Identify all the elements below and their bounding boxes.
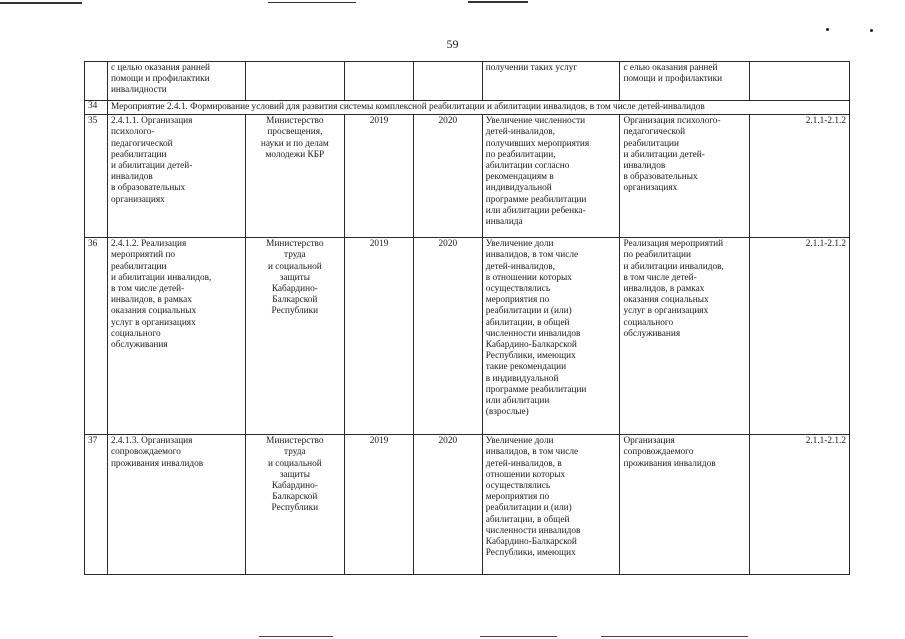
start-year: 2019	[345, 238, 414, 435]
table-row	[85, 115, 850, 238]
section-row	[85, 101, 850, 115]
executor: Министерство труда и социальной защиты Кабардино- Балкарской Республики	[245, 435, 344, 575]
scan-speck	[826, 28, 829, 31]
end-year: 2020	[413, 115, 482, 238]
table-row	[85, 435, 850, 575]
row-number	[85, 62, 108, 101]
expected-result: Увеличение численности детей-инвалидов, получивших мероприятия по реабилитации, абилитации согласно рекомендациям в индивидуальной программе реабилитации или абилитации ребенка- инвалида	[482, 115, 620, 238]
bottom-edge-line	[480, 636, 557, 637]
program-link: Организация сопровождаемого проживания инвалидов	[620, 435, 750, 575]
end-year	[413, 62, 482, 101]
top-edge-line	[268, 2, 356, 3]
row-number: 34	[85, 101, 108, 115]
executor: Министерство труда и социальной защиты Кабардино- Балкарской Республики	[245, 238, 344, 435]
program-link: Реализация мероприятий по реабилитации и абилитации инвалидов, в том числе детей- инвалидов, в рамках оказания социальных услуг в организациях социального обслуживания	[620, 238, 750, 435]
start-year: 2019	[345, 115, 414, 238]
program-activities-table	[84, 61, 850, 575]
activity-name: 2.4.1.2. Реализация мероприятий по реабилитации и абилитации инвалидов, в том числе детей- инвалидов, в рамках оказания социальных услуг в организациях социального обслуживания	[107, 238, 245, 435]
executor	[245, 62, 344, 101]
row-number: 35	[85, 115, 108, 238]
row-number: 37	[85, 435, 108, 575]
activity-name: с целью оказания ранней помощи и профилактики инвалидности	[107, 62, 245, 101]
top-edge-line	[0, 2, 82, 4]
table-row	[85, 62, 850, 101]
section-title: Мероприятие 2.4.1. Формирование условий для развития системы комплексной реабилитации и абилитации инвалидов, в том числе детей-инвалидов	[107, 101, 849, 115]
indicator: 2.1.1-2.1.2	[750, 435, 850, 575]
program-link: с елью оказания ранней помощи и профилактики	[620, 62, 750, 101]
table-row	[85, 238, 850, 435]
row-number: 36	[85, 238, 108, 435]
expected-result: Увеличение доли инвалидов, в том числе детей-инвалидов, в отношении которых осуществлялись мероприятия по реабилитации и (или) абилитации, в общей численности инвалидов Кабардино-Балкарской Республики, имеющих	[482, 435, 620, 575]
start-year: 2019	[345, 435, 414, 575]
expected-result: получении таких услуг	[482, 62, 620, 101]
indicator	[750, 62, 850, 101]
start-year	[345, 62, 414, 101]
scan-speck	[870, 29, 873, 32]
top-edge-line	[468, 1, 528, 3]
end-year: 2020	[413, 435, 482, 575]
bottom-edge-line	[601, 636, 748, 637]
page-number: 59	[446, 37, 459, 51]
executor: Министерство просвещения, науки и по делам молодежи КБР	[245, 115, 344, 238]
activity-name: 2.4.1.1. Организация психолого- педагогической реабилитации и абилитации детей- инвалидов в образовательных организациях	[107, 115, 245, 238]
expected-result: Увеличение доли инвалидов, в том числе детей-инвалидов, в отношении которых осуществлялись мероприятия по реабилитации и (или) абилитации, в общей численности инвалидов Кабардино-Балкарской Республики, имеющих такие рекомендации в индивидуальной программе реабилитации или абилитации (взрослые)	[482, 238, 620, 435]
end-year: 2020	[413, 238, 482, 435]
indicator: 2.1.1-2.1.2	[750, 238, 850, 435]
indicator: 2.1.1-2.1.2	[750, 115, 850, 238]
bottom-edge-line	[259, 636, 333, 637]
activity-name: 2.4.1.3. Организация сопровождаемого проживания инвалидов	[107, 435, 245, 575]
program-link: Организация психолого- педагогической реабилитации и абилитации детей- инвалидов в образовательных организациях	[620, 115, 750, 238]
